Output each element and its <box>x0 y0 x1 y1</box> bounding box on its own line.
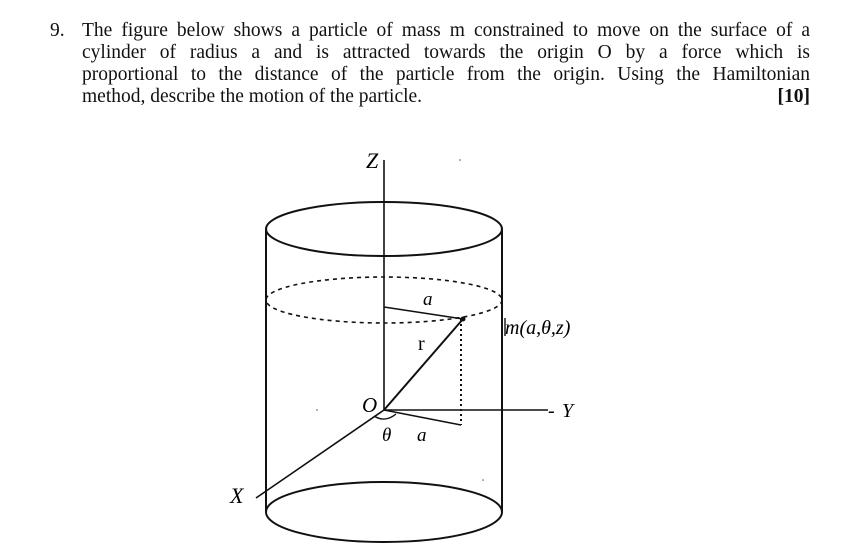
radius-bottom-line <box>384 410 461 425</box>
y-axis-label: Y <box>562 400 574 422</box>
origin-label: O <box>362 393 378 417</box>
question-line-1: The figure below shows a particle of mass m constrained to move on the surface of a <box>82 20 810 41</box>
question-number: 9. <box>50 20 65 41</box>
question-line-4-text: method, describe the motion of the particle. <box>82 86 423 107</box>
scan-speck <box>482 479 484 481</box>
angle-label: θ <box>382 425 392 446</box>
z-axis-label: Z <box>366 148 379 173</box>
radius-top-label: a <box>423 289 433 310</box>
x-axis-label: X <box>230 483 244 508</box>
scan-speck <box>459 159 461 161</box>
particle-label: m(a,θ,z) <box>505 317 571 339</box>
x-axis-line <box>256 410 384 498</box>
marks-label: [10] <box>777 86 810 107</box>
particle-dot <box>461 317 466 322</box>
question-line-3: proportional to the distance of the particle from the origin. Using the Hamiltonian <box>82 64 810 85</box>
scan-speck <box>316 409 318 411</box>
y-axis-tick: - <box>548 400 555 422</box>
position-vector-label: r <box>418 333 425 355</box>
radius-bottom-label: a <box>417 425 427 446</box>
question-line-2: cylinder of radius a and is attracted towards the origin O by a force which is <box>82 42 810 63</box>
cylinder-bottom-ellipse <box>266 482 502 542</box>
